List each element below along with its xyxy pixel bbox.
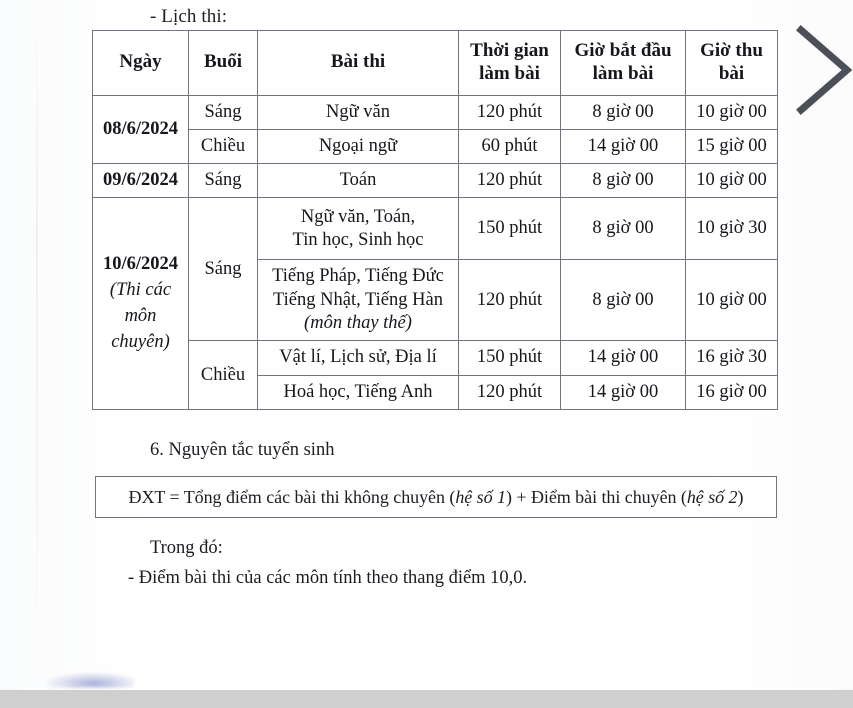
bai-thi-line-1: Tiếng Pháp, Tiếng Đức bbox=[272, 266, 444, 287]
cell-thoi-gian: 120 phút bbox=[459, 375, 561, 409]
cell-thoi-gian: 120 phút bbox=[459, 260, 561, 341]
cell-thoi-gian: 150 phút bbox=[459, 341, 561, 375]
cell-gio-bat-dau: 14 giờ 00 bbox=[561, 341, 686, 375]
cell-gio-bat-dau: 8 giờ 00 bbox=[561, 95, 686, 129]
table-row bbox=[93, 198, 778, 260]
cell-bai-thi bbox=[258, 260, 459, 341]
header-line-2: bài bbox=[718, 62, 745, 84]
cell-gio-thu: 15 giờ 00 bbox=[686, 129, 778, 163]
cell-gio-thu: 10 giờ 00 bbox=[686, 95, 778, 129]
formula-italic-2: hệ số 2 bbox=[686, 486, 738, 507]
intro-line: - Lịch thi: bbox=[150, 6, 228, 27]
column-header-ngay: Ngày bbox=[93, 31, 189, 96]
cell-bai-thi: Toán bbox=[258, 164, 459, 198]
table-row bbox=[93, 341, 778, 375]
cell-thoi-gian: 150 phút bbox=[459, 198, 561, 260]
cell-bai-thi: Ngoại ngữ bbox=[258, 129, 459, 163]
date-value: 10/6/2024 bbox=[102, 254, 179, 274]
bai-thi-line-1: Ngữ văn, Toán, bbox=[300, 206, 416, 227]
date-note-line-2: môn bbox=[124, 306, 157, 327]
next-chevron-button[interactable] bbox=[785, 22, 853, 118]
cell-gio-thu: 10 giờ 00 bbox=[686, 164, 778, 198]
cell-bai-thi: Ngữ văn bbox=[258, 95, 459, 129]
column-header-bai-thi: Bài thi bbox=[258, 31, 459, 96]
cell-gio-bat-dau: 8 giờ 00 bbox=[561, 198, 686, 260]
paragraph-thang-diem: - Điểm bài thi của các môn tính theo thang điểm 10,0. bbox=[128, 568, 528, 588]
date-note-line-1: (Thi các bbox=[109, 280, 172, 301]
header-line-2: làm bài bbox=[479, 62, 540, 84]
cell-buoi: Sáng bbox=[189, 198, 258, 341]
cell-gio-thu: 16 giờ 30 bbox=[686, 341, 778, 375]
cell-thoi-gian: 120 phút bbox=[459, 164, 561, 198]
formula-part-1: ĐXT = Tổng điểm các bài thi không chuyên ( bbox=[128, 486, 456, 507]
formula-italic-1: hệ số 1 bbox=[455, 486, 506, 507]
cell-gio-bat-dau: 14 giờ 00 bbox=[561, 129, 686, 163]
bai-thi-line-2: Tiếng Nhật, Tiếng Hàn bbox=[273, 289, 443, 310]
bottom-bar bbox=[0, 690, 853, 708]
cell-buoi: Chiều bbox=[189, 129, 258, 163]
cell-date: 08/6/2024 bbox=[93, 95, 189, 164]
cell-gio-thu: 10 giờ 00 bbox=[686, 260, 778, 341]
header-line-1: Giờ bắt đầu bbox=[574, 40, 672, 61]
column-header-gio-thu-bai bbox=[686, 31, 778, 96]
section-heading: 6. Nguyên tắc tuyển sinh bbox=[150, 440, 335, 460]
column-header-thoi-gian-lam-bai bbox=[459, 31, 561, 96]
column-header-buoi: Buổi bbox=[189, 31, 258, 96]
cell-date-specialized bbox=[93, 198, 189, 409]
table-header-row bbox=[93, 31, 778, 96]
table-row bbox=[93, 95, 778, 129]
cell-gio-bat-dau: 8 giờ 00 bbox=[561, 164, 686, 198]
chevron-right-icon bbox=[785, 22, 853, 118]
cell-thoi-gian: 60 phút bbox=[459, 129, 561, 163]
formula-box bbox=[95, 476, 777, 518]
cell-buoi: Sáng bbox=[189, 164, 258, 198]
cell-bai-thi bbox=[258, 198, 459, 260]
cell-bai-thi: Vật lí, Lịch sử, Địa lí bbox=[258, 341, 459, 375]
column-header-gio-bat-dau-lam-bai bbox=[561, 31, 686, 96]
bai-thi-line-3: (môn thay thế) bbox=[304, 313, 412, 334]
formula-text bbox=[129, 487, 744, 508]
cell-buoi: Sáng bbox=[189, 95, 258, 129]
cell-gio-bat-dau: 14 giờ 00 bbox=[561, 375, 686, 409]
cell-gio-thu: 16 giờ 00 bbox=[686, 375, 778, 409]
exam-schedule-table bbox=[92, 30, 777, 410]
page-fold-shadow bbox=[36, 0, 38, 660]
cell-gio-bat-dau: 8 giờ 00 bbox=[561, 260, 686, 341]
cell-thoi-gian: 120 phút bbox=[459, 95, 561, 129]
cell-date: 09/6/2024 bbox=[93, 164, 189, 198]
cell-buoi: Chiều bbox=[189, 341, 258, 410]
formula-part-3: ) bbox=[737, 486, 744, 507]
date-note-line-3: chuyên) bbox=[111, 332, 170, 353]
bai-thi-line-2: Tin học, Sinh học bbox=[292, 229, 424, 250]
paragraph-trong-do: Trong đó: bbox=[150, 538, 223, 558]
cell-bai-thi: Hoá học, Tiếng Anh bbox=[258, 375, 459, 409]
ink-smudge-artifact bbox=[44, 672, 134, 688]
header-line-1: Thời gian bbox=[470, 40, 549, 61]
header-line-2: làm bài bbox=[592, 62, 654, 84]
table-row bbox=[93, 129, 778, 163]
header-line-1: Giờ thu bbox=[700, 40, 763, 61]
formula-part-2: ) + Điểm bài thi chuyên ( bbox=[506, 486, 687, 507]
cell-gio-thu: 10 giờ 30 bbox=[686, 198, 778, 260]
table-row bbox=[93, 164, 778, 198]
